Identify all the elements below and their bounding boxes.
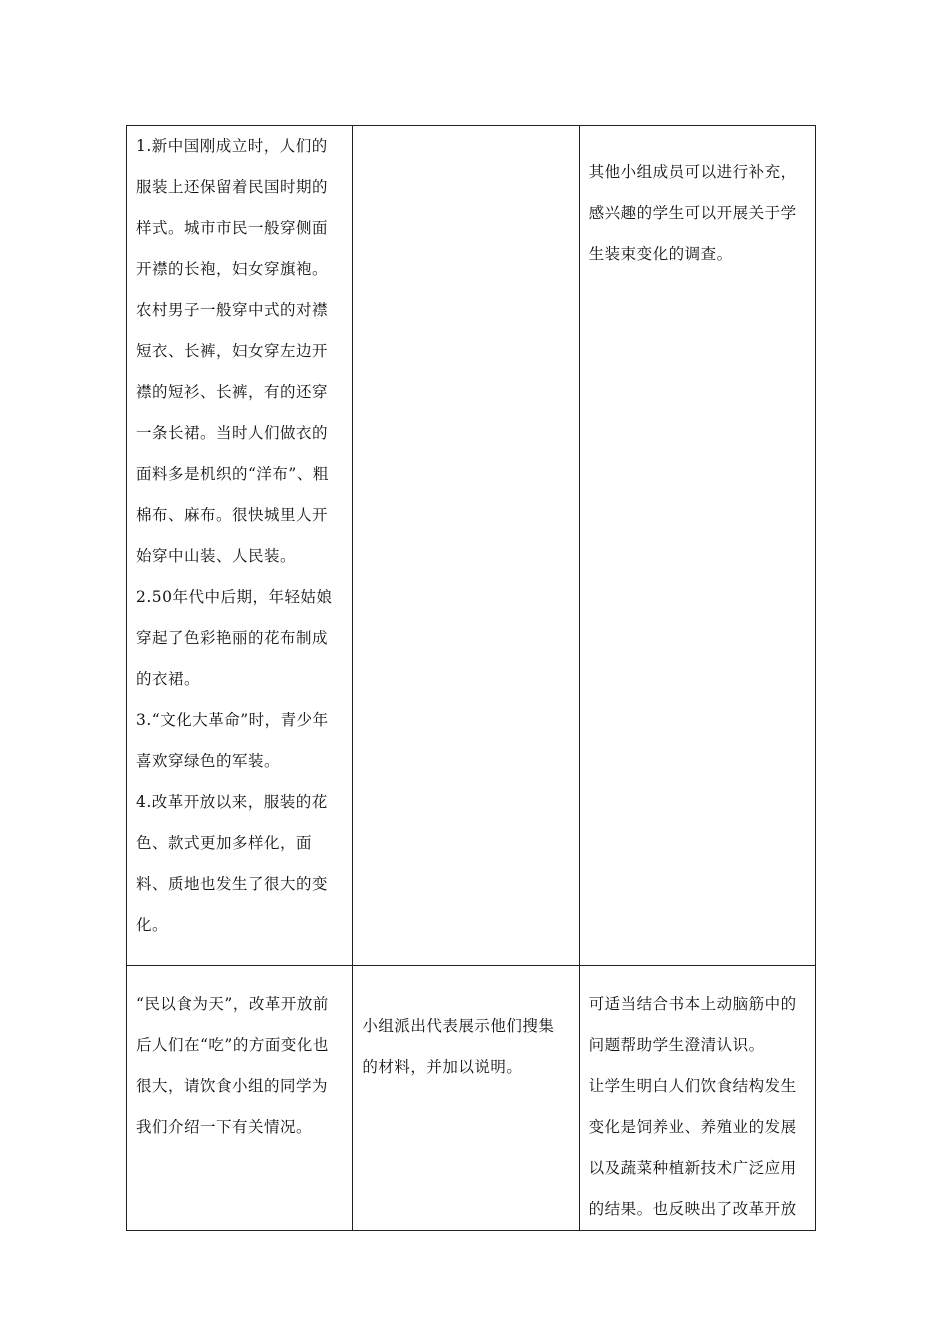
paragraph: 1.新中国刚成立时，人们的服装上还保留着民国时期的样式。城市市民一般穿侧面开襟的长袍，妇女穿旗袍。农村男子一般穿中式的对襟短衣、长裤，妇女穿左边开襟的短衫、长裤，有的还穿一条长裙。当时人们做衣的面料多是机织的“洋布”、粗棉布、麻布。很快城里人开始穿中山装、人民装。: [136, 137, 329, 565]
table-row: [127, 966, 816, 1231]
paragraph: 3.“文化大革命”时，青少年喜欢穿绿色的军装。: [136, 711, 329, 770]
table-row: [127, 126, 816, 966]
student-activity-cell: [353, 966, 579, 1231]
lesson-table: [126, 125, 816, 1231]
paragraph: “民以食为天”，改革开放前后人们在“吃”的方面变化也很大，请饮食小组的同学为我们介绍一下有关情况。: [136, 995, 329, 1136]
design-intent-cell: [579, 126, 815, 966]
student-activity-cell: [353, 126, 579, 966]
paragraph: 小组派出代表展示他们搜集的材料，并加以说明。: [362, 1017, 555, 1076]
paragraph: 4.改革开放以来，服装的花色、款式更加多样化，面料、质地也发生了很大的变化。: [136, 793, 329, 934]
paragraph: 其他小组成员可以进行补充，感兴趣的学生可以开展关于学生装束变化的调查。: [588, 163, 797, 263]
design-intent-cell: [579, 966, 815, 1231]
paragraph: 让学生明白人们饮食结构发生变化是饲养业、养殖业的发展以及蔬菜种植新技术广泛应用的结果。也反映出了改革开放: [588, 1077, 797, 1218]
paragraph: 2.50年代中后期，年轻姑娘穿起了色彩艳丽的花布制成的衣裙。: [136, 588, 333, 688]
content-cell: [127, 966, 353, 1231]
content-cell: [127, 126, 353, 966]
paragraph: 可适当结合书本上动脑筋中的问题帮助学生澄清认识。: [588, 995, 797, 1054]
